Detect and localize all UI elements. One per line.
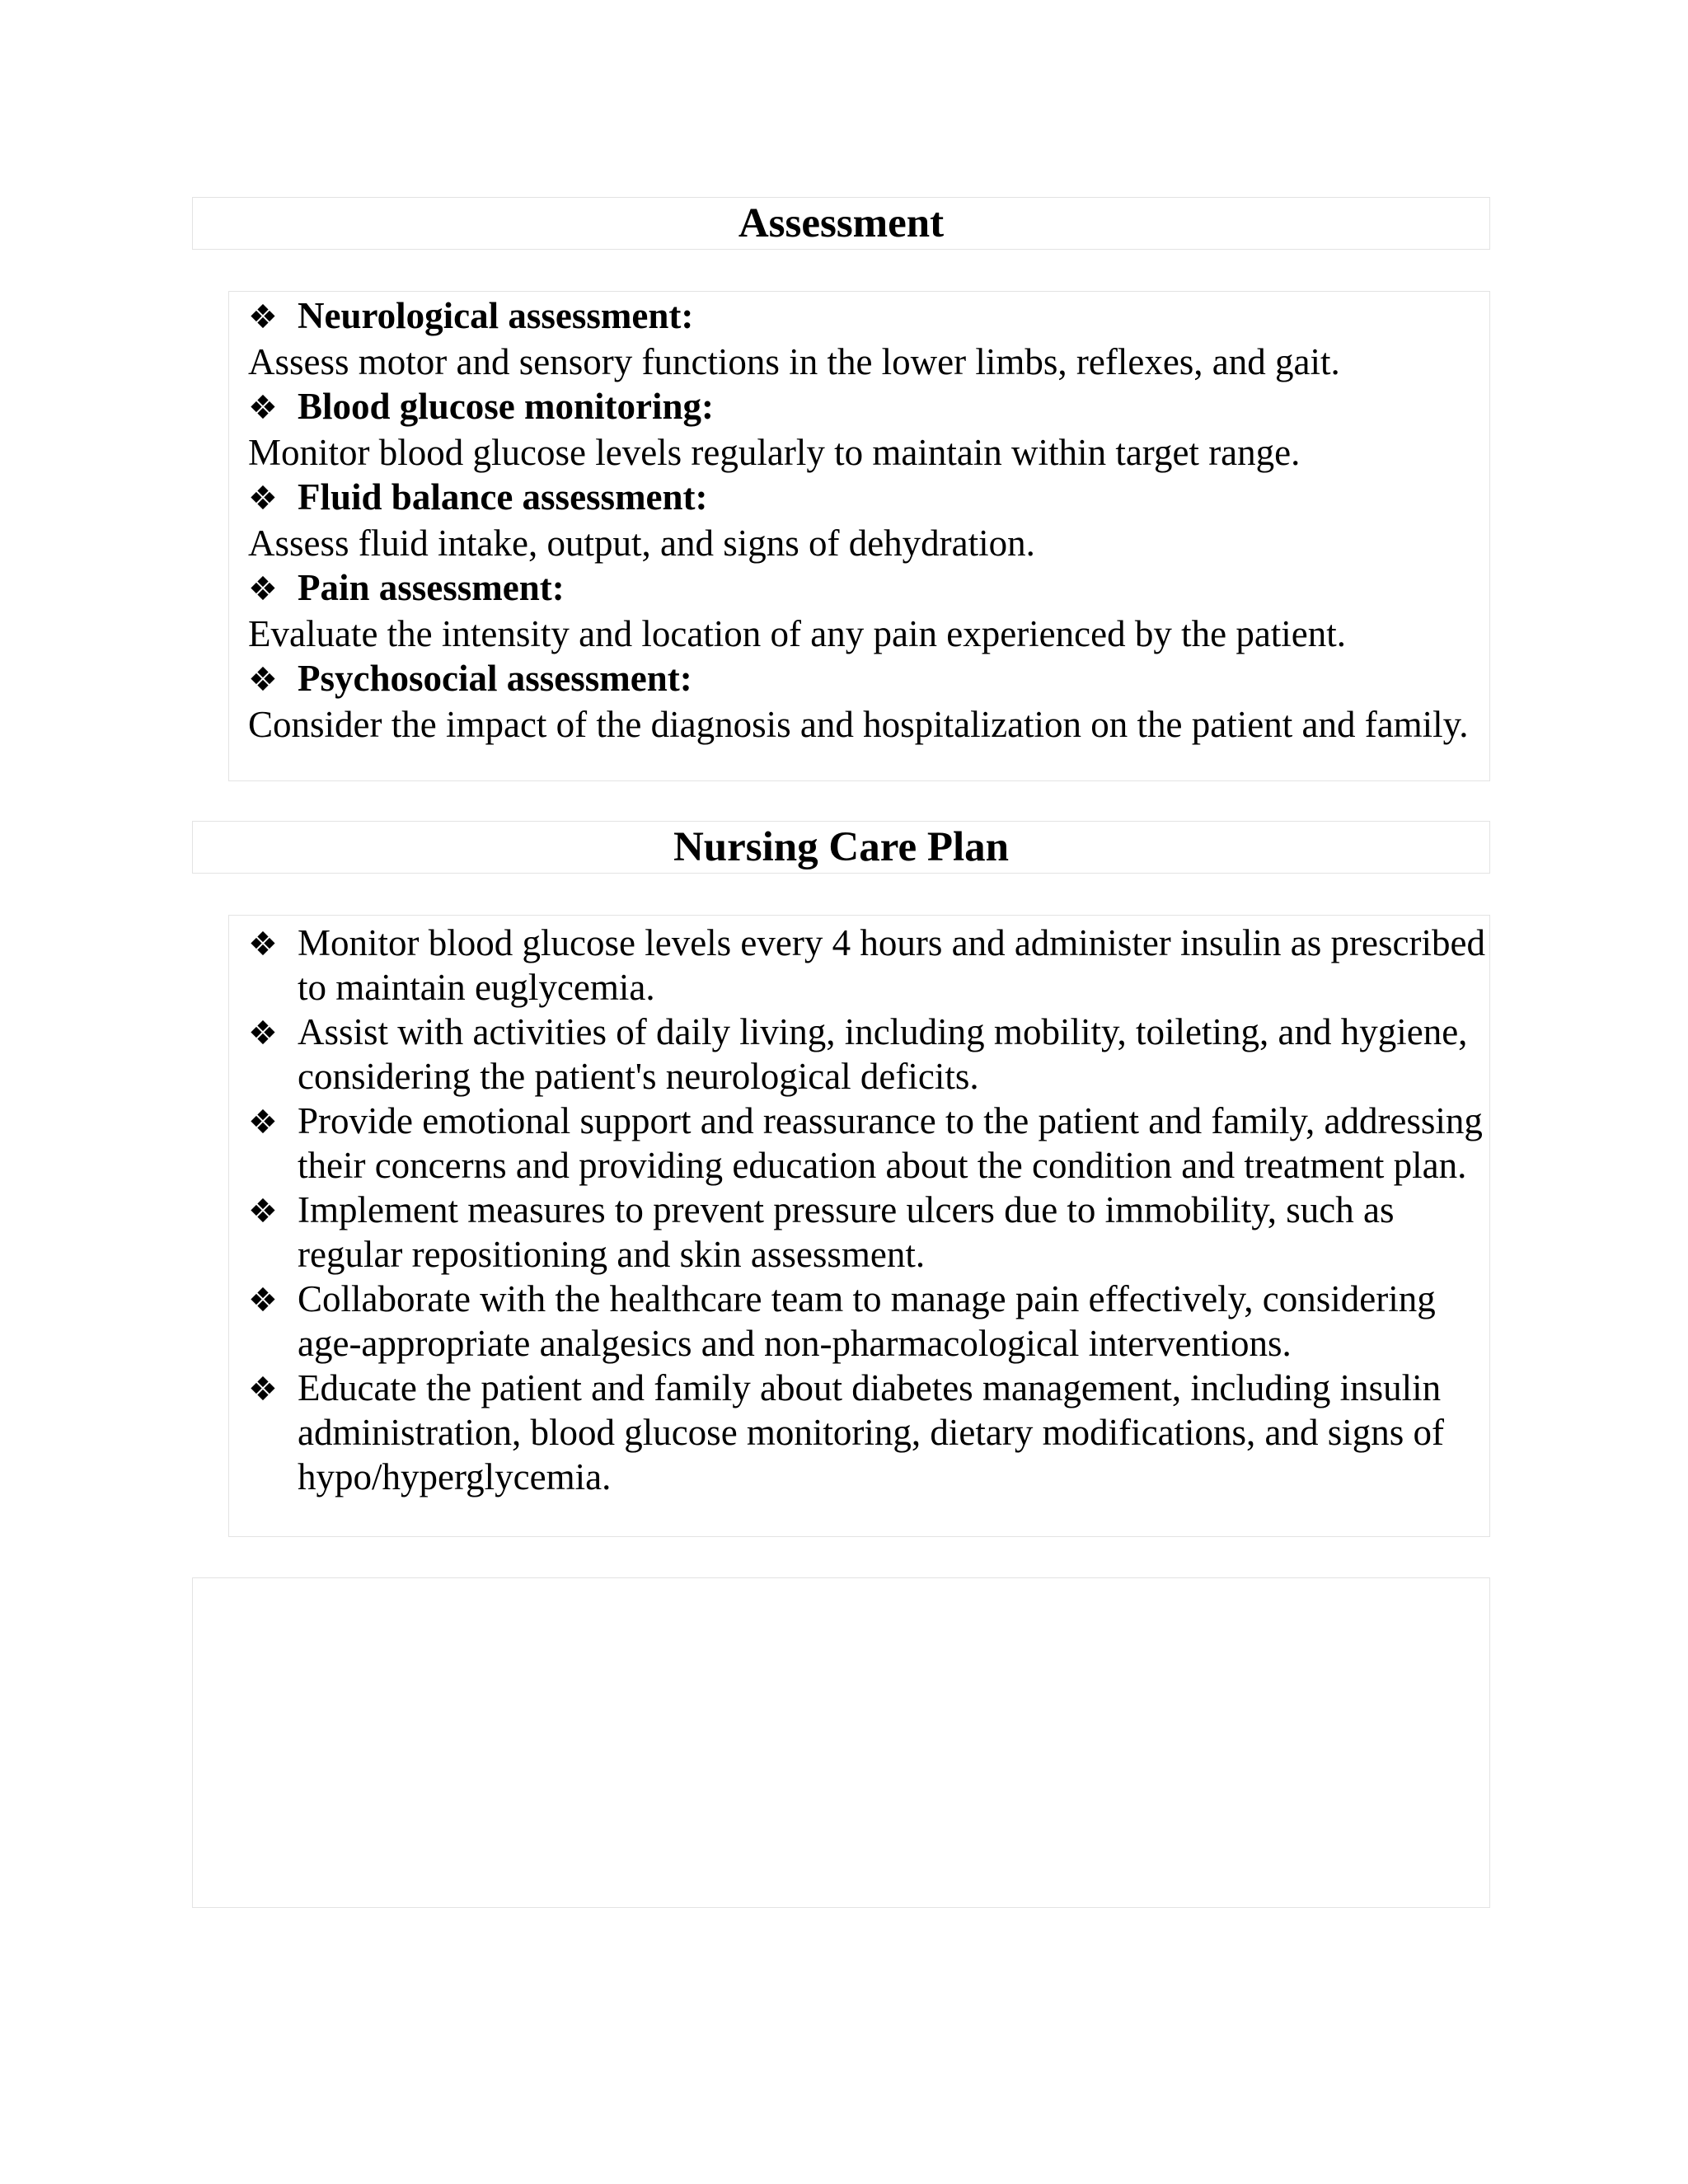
assessment-item-title: Neurological assessment: bbox=[298, 295, 694, 336]
care-plan-item bbox=[248, 1277, 1489, 1366]
assessment-item-title: Fluid balance assessment: bbox=[298, 476, 708, 518]
nursing-care-plan-section bbox=[228, 915, 1490, 1537]
care-plan-item bbox=[248, 921, 1489, 1010]
four-diamond-bullet-icon: ❖ bbox=[248, 1104, 278, 1141]
care-plan-item bbox=[248, 1188, 1489, 1277]
four-diamond-bullet-icon: ❖ bbox=[248, 1193, 278, 1230]
assessment-item-description: Consider the impact of the diagnosis and hospitalization on the patient and family. bbox=[248, 704, 1469, 745]
assessment-item bbox=[248, 293, 1489, 384]
four-diamond-bullet-icon: ❖ bbox=[248, 926, 278, 963]
assessment-item-description: Monitor blood glucose levels regularly to maintain within target range. bbox=[248, 432, 1301, 473]
assessment-item bbox=[248, 384, 1489, 475]
care-plan-item bbox=[248, 1366, 1489, 1499]
assessment-heading: Assessment bbox=[738, 199, 945, 246]
care-plan-item-text: Implement measures to prevent pressure ulcers due to immobility, such as regular repositioning and skin assessment. bbox=[298, 1189, 1395, 1275]
assessment-item-description: Assess motor and sensory functions in the lower limbs, reflexes, and gait. bbox=[248, 341, 1340, 382]
nursing-care-plan-list bbox=[248, 916, 1489, 1499]
care-plan-item-text: Monitor blood glucose levels every 4 hours and administer insulin as prescribed to maintain euglycemia. bbox=[298, 922, 1485, 1008]
four-diamond-bullet-icon: ❖ bbox=[248, 389, 278, 427]
four-diamond-bullet-icon: ❖ bbox=[248, 298, 278, 336]
four-diamond-bullet-icon: ❖ bbox=[248, 661, 278, 699]
nursing-care-plan-heading: Nursing Care Plan bbox=[673, 823, 1010, 870]
four-diamond-bullet-icon: ❖ bbox=[248, 1371, 278, 1408]
assessment-item-title: Blood glucose monitoring: bbox=[298, 386, 715, 427]
assessment-item bbox=[248, 565, 1489, 656]
nursing-care-plan-heading-box bbox=[192, 821, 1490, 874]
assessment-item-title: Psychosocial assessment: bbox=[298, 658, 692, 699]
assessment-item bbox=[248, 656, 1489, 747]
four-diamond-bullet-icon: ❖ bbox=[248, 570, 278, 608]
four-diamond-bullet-icon: ❖ bbox=[248, 1015, 278, 1052]
assessment-item-description: Evaluate the intensity and location of any pain experienced by the patient. bbox=[248, 613, 1347, 654]
assessment-item-title: Pain assessment: bbox=[298, 567, 565, 608]
assessment-item-description: Assess fluid intake, output, and signs of dehydration. bbox=[248, 523, 1035, 564]
care-plan-item-text: Provide emotional support and reassurance to the patient and family, addressing their concerns and providing education about the condition and treatment plan. bbox=[298, 1100, 1483, 1186]
four-diamond-bullet-icon: ❖ bbox=[248, 1282, 278, 1319]
care-plan-item bbox=[248, 1010, 1489, 1099]
care-plan-item-text: Collaborate with the healthcare team to manage pain effectively, considering age-appropriate analgesics and non-pharmacological interventions. bbox=[298, 1278, 1436, 1364]
assessment-list bbox=[248, 292, 1489, 747]
assessment-section bbox=[228, 291, 1490, 781]
assessment-heading-box bbox=[192, 197, 1490, 250]
care-plan-item-text: Assist with activities of daily living, including mobility, toileting, and hygiene, considering the patient's neurological deficits. bbox=[298, 1011, 1468, 1097]
care-plan-item-text: Educate the patient and family about diabetes management, including insulin administration, blood glucose monitoring, dietary modifications, and signs of hypo/hyperglycemia. bbox=[298, 1367, 1445, 1497]
care-plan-item bbox=[248, 1099, 1489, 1188]
empty-content-box bbox=[192, 1577, 1490, 1908]
four-diamond-bullet-icon: ❖ bbox=[248, 480, 278, 518]
assessment-item bbox=[248, 475, 1489, 565]
